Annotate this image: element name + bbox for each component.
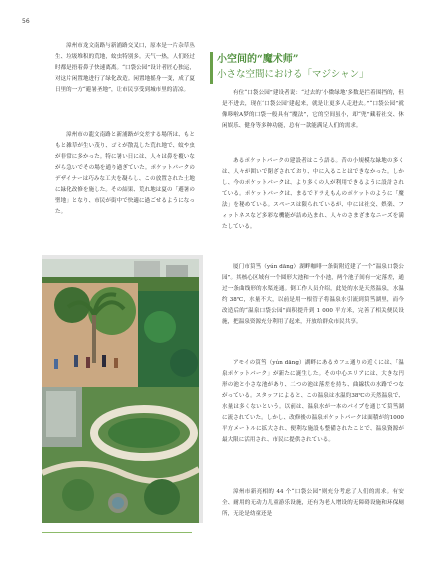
- section-title-japanese: 小さな空間における「マジシャン」: [217, 69, 369, 80]
- pocket-park-aerial-photo: [42, 255, 203, 523]
- right-paragraph-5: 漳州市新亮相的 44 个“口袋公园”则充分考虑了人们的需求。有安全、耐用的无动力儿童游乐设施，还有为老人增设的无障碍设施和环保厕所，无论是幼童还是: [222, 489, 404, 517]
- section-title-chinese: 小空间的“魔术师”: [217, 54, 299, 65]
- right-paragraph-1: 有位“口袋公园”建设者说：“过去的‘小微绿地’多数是拦着围挡的，但是不进去，现在‘口袋公园’建起来，就是让更多人走进去。”“口袋公园”就像哆啦A梦的口袋一般具有“魔法”，它的空间虽小，却“兜”藏着社交、休闲娱乐、健身等多种功能，总有一款能满足人们的需求。: [222, 90, 404, 129]
- page-number: 56: [22, 18, 30, 25]
- right-paragraph-3: 厦门市筼筜（yún dāng）湖畔咖啡一条街附近建了一个“温泉口袋公园”。其核心区域有一个圆形大池和一个小池，两个池子间有一定落差，通过一条曲线形的水渠连通。倒工作人员介绍，此处的水是天然温泉，水温约 38℃，水量不大，以前是用一根管子将温泉水引流到筼筜湖里，而今改造后的“温泉口袋公园”面积提升到 1 000 平方米，完善了相关便民设施，把温泉资源充分利用了起来，开放给群众市民共享。: [222, 264, 404, 325]
- left-japanese-paragraph: 漳州市の龍文南路と新浦路が交差する場所は、もともと雑草が生い茂り、ゴミが散乱した荒れ地で、蚊や虫が非常に多かった。特に暑い日には、人々は鼻を覆いながら急いでその場を通り過ぎていた。ポケットパークのデザイナーは巧みな工夫を凝らし、この放置された土地に緑化改修を施した。その結果、荒れ地は夏の「避暑の聖地」となり、市民が街中で快適に過ごせるようになった。: [55, 132, 195, 215]
- title-accent-bar: [210, 52, 213, 84]
- right-paragraph-2: あるポケットパークの建設者はこう語る。昔の小規模な緑地の多くは、人々が囲いで閉ざされており、中に入ることはできなかった。しかし、今のポケットパークは、より多くの人が利用できるように設計されている。ポケットパークは、まるでドラえもんのポケットのように「魔法」を秘めている。スペースは限られているが、中には社交、娯楽、フィットネスなど多彩な機能が詰め込まれ、人々のさまざまなニーズを満たしている。: [222, 158, 404, 230]
- bottom-accent-line: [42, 532, 192, 533]
- right-paragraph-4: アモイの筼筜（yún dāng）湖畔にあるカフェ通りの近くには、「温泉ポケットパーク」が新たに誕生した。その中心エリアには、大きな円形の池と小さな池があり、二つの池は落差を持ち、曲線状の水路でつながっている。スタッフによると、この温泉は水温約38℃の天然温泉で、水量は多くないという。以前は、温泉水が一本のパイプを通じて筼筜湖に流されていた。しかし、改修後の温泉ポケットパークは面積が約1000平方メートルに拡大され、便利な施設も整備されたことで、温泉資源が最大限に活用され、市民に提供されている。: [222, 360, 404, 443]
- left-chinese-paragraph: 漳州市龙文南路与新浦路交叉口，原本是一片杂草丛生、垃圾堆积的荒地，蚊虫特别多。天气一热，人们经过时都是捂着鼻子快速离离。“口袋公园”设计者匠心独运，对这片闲置地进行了绿化改造。闲置地摇身一变，成了夏日里的一方“避暑圣地”，让市民享受到城市里的清凉。: [55, 43, 195, 93]
